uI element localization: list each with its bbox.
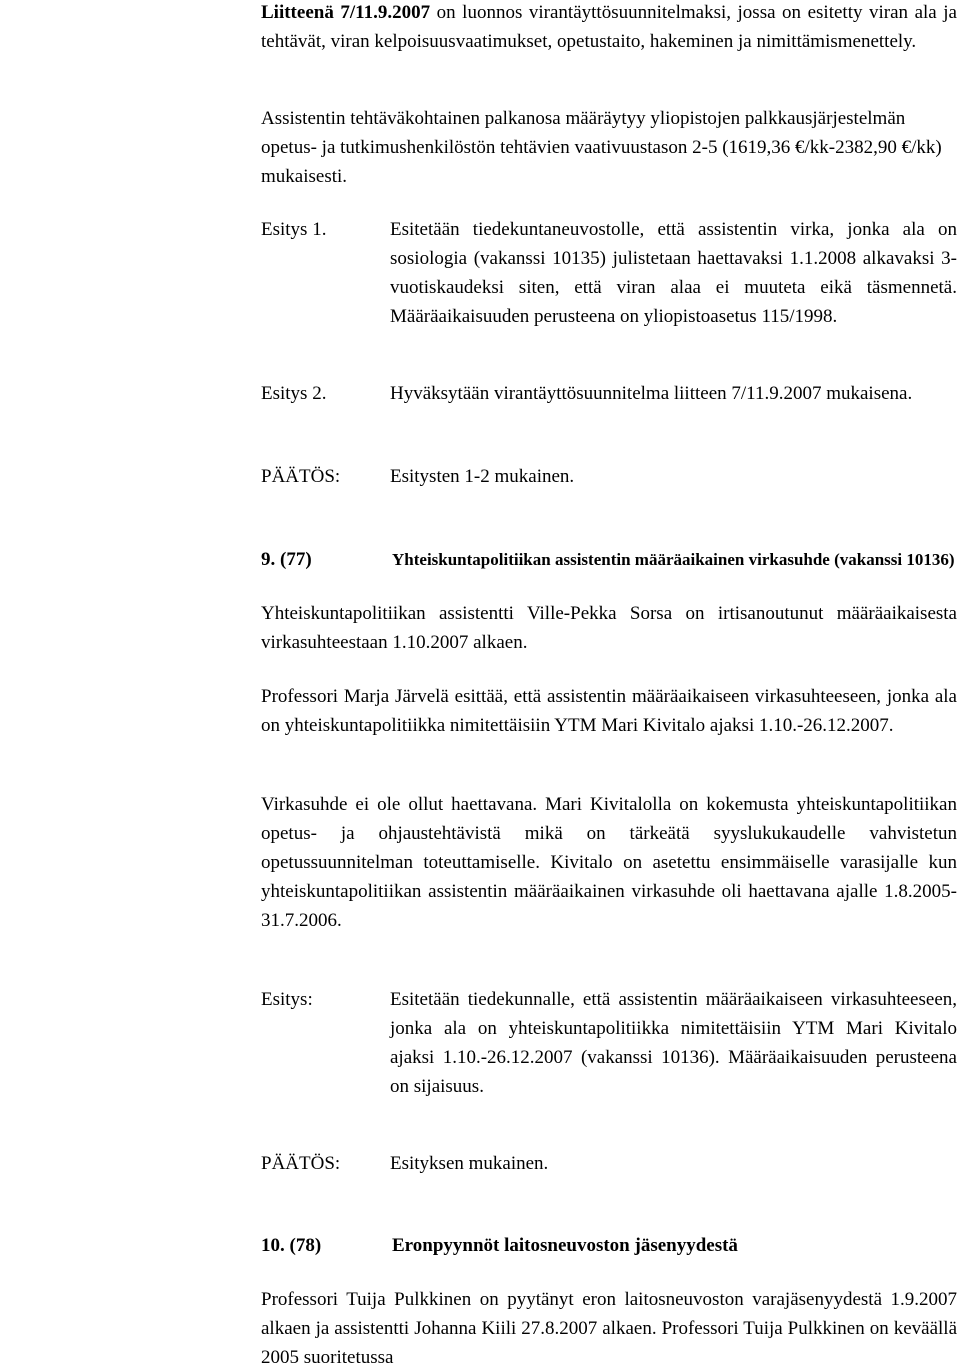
decision-1-text: Esitysten 1-2 mukainen. <box>390 466 575 487</box>
proposal-1-text: Esitetään tiedekuntaneuvostolle, että assistentin virka, jonka ala on sosiologia (vakanssi 10135) julistetaan haettavaksi 1.1.2008 alkavaksi 3-vuotiskaudeksi siten, että viran alaa ei muuteta eikä täsmennetä. Määräaikaisuuden perusteena on yliopistoasetus 115/1998. <box>390 219 957 327</box>
section-10-title: Eronpyynnöt laitosneuvoston jäsenyydestä <box>392 1235 738 1256</box>
section-9-proposal-text: Esitetään tiedekunnalle, että assistentin määräaikaiseen virkasuhteeseen, jonka ala on yhteiskuntapolitiikka nimitettäisiin YTM Mari Kivitalo ajaksi 1.10.-26.12.2007 (vakanssi 10136). Määräaikaisuuden perusteena on sijaisuus. <box>390 989 957 1097</box>
section-10-number: 10. (78) <box>261 1235 322 1256</box>
proposal-2-label: Esitys 2. <box>261 383 327 404</box>
intro-text: on luonnos virantäyttösuunnitelmaksi, jossa on esitetty viran ala ja tehtävät, viran kelpoisuusvaatimukset, opetustaito, hakeminen ja nimittämismenettely. <box>261 2 957 52</box>
section-9-decision-text: Esityksen mukainen. <box>390 1153 549 1174</box>
section-9-decision-label: PÄÄTÖS: <box>261 1153 341 1174</box>
section-10-heading <box>392 1231 738 1260</box>
section-9-title: Yhteiskuntapolitiikan assistentin määräaikainen virkasuhde (vakanssi 10136) <box>392 550 955 569</box>
intro-paragraph <box>261 0 957 56</box>
section-9-proposal-label: Esitys: <box>261 989 313 1010</box>
proposal-1-label: Esitys 1. <box>261 219 327 240</box>
section-10-paragraph-1: Professori Tuija Pulkkinen on pyytänyt eron laitosneuvoston varajäsenyydestä 1.9.2007 alkaen ja assistentti Johanna Kiili 27.8.2007 alkaen. Professori Tuija Pulkkinen on keväällä 2005 suoritetussa <box>261 1289 957 1368</box>
decision-1-label: PÄÄTÖS: <box>261 466 341 487</box>
attachment-reference: Liitteenä 7/11.9.2007 <box>261 2 431 23</box>
section-9-number: 9. (77) <box>261 549 312 570</box>
section-9-paragraph-2: Professori Marja Järvelä esittää, että assistentin määräaikaiseen virkasuhteeseen, jonka ala on yhteiskuntapolitiikka nimitettäisiin YTM Mari Kivitalo ajaksi 1.10.-26.12.2007. <box>261 686 957 736</box>
section-9-paragraph-1: Yhteiskuntapolitiikan assistentti Ville-Pekka Sorsa on irtisanoutunut määräaikaisesta virkasuhteestaan 1.10.2007 alkaen. <box>261 603 957 653</box>
salary-paragraph: Assistentin tehtäväkohtainen palkanosa määräytyy yliopistojen palkkausjärjestelmän opetus- ja tutkimushenkilöstön tehtävien vaativuustason 2-5 (1619,36 €/kk-2382,90 €/kk) mukaisesti. <box>261 108 942 187</box>
proposal-2-text: Hyväksytään virantäyttösuunnitelma liitteen 7/11.9.2007 mukaisena. <box>390 383 913 404</box>
section-9-paragraph-3: Virkasuhde ei ole ollut haettavana. Mari Kivitalolla on kokemusta yhteiskuntapolitiikan opetus- ja ohjaustehtävistä mikä on tärkeätä syyslukukaudelle vahvistetun opetussuunnitelman toteuttamiselle. Kivitalo on asetettu ensimmäiselle varasijalle kun yhteiskuntapolitiikan assistentin määräaikainen virkasuhde oli haettavana ajalle 1.8.2005-31.7.2006. <box>261 794 957 931</box>
section-9-heading <box>392 545 957 574</box>
